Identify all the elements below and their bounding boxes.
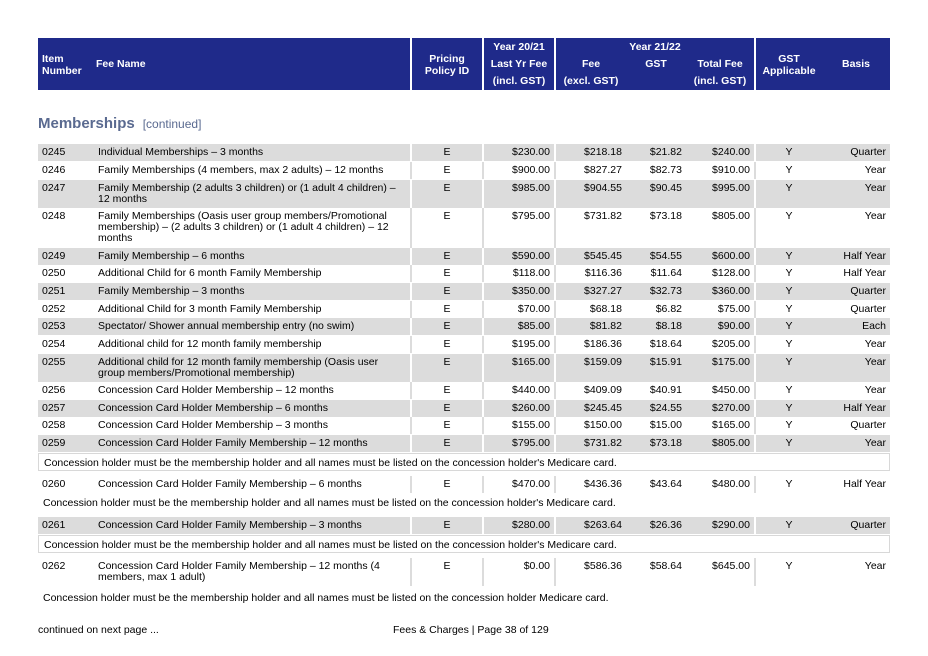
cell-gst: $73.18 (649, 437, 682, 449)
cell-gst: $15.91 (649, 356, 682, 368)
cell-last: $260.00 (512, 402, 550, 414)
cell-app: Y (785, 267, 793, 279)
cell-basis: Half Year (843, 478, 886, 490)
cell-last: $85.00 (517, 320, 550, 332)
cell-gst: $26.36 (649, 519, 682, 531)
cell-name: Spectator/ Shower annual membership entry (no swim) (98, 320, 355, 332)
cell-last: $470.00 (512, 478, 550, 490)
cell-gst: $43.64 (649, 478, 682, 490)
cell-last: $350.00 (512, 285, 550, 297)
cell-item: 0258 (42, 419, 66, 431)
cell-policy: E (443, 356, 451, 368)
cell-name: Family Membership – 6 months (98, 250, 245, 262)
table-row (38, 265, 890, 282)
cell-last: $795.00 (512, 210, 550, 222)
cell-total: $240.00 (712, 146, 750, 158)
cell-fee: $327.27 (584, 285, 622, 297)
header-pricing-policy: Pricing Policy ID (424, 53, 470, 77)
cell-total: $645.00 (712, 560, 750, 572)
section-continued: [continued] (142, 117, 202, 131)
cell-policy: E (443, 182, 451, 194)
cell-total: $165.00 (712, 419, 750, 431)
cell-gst: $24.55 (649, 402, 682, 414)
cell-app: Y (785, 384, 793, 396)
cell-last: $165.00 (512, 356, 550, 368)
cell-app: Y (785, 478, 793, 490)
cell-fee: $263.64 (584, 519, 622, 531)
cell-policy: E (443, 146, 451, 158)
table-row (38, 476, 890, 493)
cell-gst: $73.18 (649, 210, 682, 222)
cell-total: $995.00 (712, 182, 750, 194)
cell-last: $155.00 (512, 419, 550, 431)
cell-app: Y (785, 182, 793, 194)
cell-item: 0261 (42, 519, 66, 531)
cell-last: $0.00 (523, 560, 550, 572)
cell-item: 0257 (42, 402, 66, 414)
cell-last: $195.00 (512, 338, 550, 350)
note-0260: Concession holder must be the membership holder and all names must be listed on the concession holder's Medicare card. (43, 497, 616, 509)
cell-basis: Half Year (843, 267, 886, 279)
cell-app: Y (785, 356, 793, 368)
table-row (38, 208, 890, 248)
cell-total: $75.00 (717, 303, 750, 315)
cell-last: $985.00 (512, 182, 550, 194)
header-basis: Basis (841, 58, 871, 70)
table-row (38, 417, 890, 434)
header-fee: Fee (581, 58, 601, 70)
cell-basis: Year (864, 560, 886, 572)
cell-total: $600.00 (712, 250, 750, 262)
cell-name: Concession Card Holder Membership – 3 months (98, 419, 328, 431)
cell-name: Concession Card Holder Family Membership – 6 months (98, 478, 362, 490)
cell-policy: E (443, 267, 451, 279)
cell-name: Additional Child for 6 month Family Membership (98, 267, 322, 279)
cell-last: $440.00 (512, 384, 550, 396)
cell-gst: $32.73 (649, 285, 682, 297)
cell-basis: Quarter (850, 519, 886, 531)
cell-last: $230.00 (512, 146, 550, 158)
cell-fee: $904.55 (584, 182, 622, 194)
header-fee-name: Fee Name (96, 58, 146, 70)
cell-item: 0262 (42, 560, 66, 572)
cell-last: $118.00 (512, 267, 550, 279)
cell-gst: $54.55 (649, 250, 682, 262)
cell-gst: $21.82 (649, 146, 682, 158)
cell-name: Concession Card Holder Family Membership – 3 months (98, 519, 362, 531)
cell-name: Additional child for 12 month family membership (98, 338, 322, 350)
cell-basis: Year (864, 384, 886, 396)
header-item-number: Item Number (42, 53, 82, 77)
cell-last: $280.00 (512, 519, 550, 531)
table-row (38, 180, 890, 208)
cell-policy: E (443, 164, 451, 176)
cell-item: 0256 (42, 384, 66, 396)
cell-name: Family Membership (2 adults 3 children) or (1 adult 4 children) – 12 months (98, 182, 396, 205)
table-row (38, 248, 890, 265)
cell-item: 0259 (42, 437, 66, 449)
cell-total: $175.00 (712, 356, 750, 368)
table-row (38, 283, 890, 300)
cell-item: 0254 (42, 338, 66, 350)
header-year-2122: Year 21/22 (629, 41, 681, 53)
cell-total: $805.00 (712, 437, 750, 449)
cell-total: $205.00 (712, 338, 750, 350)
cell-name: Family Memberships (Oasis user group members/Promotional membership) – (2 adults 3 children) or (1 adult 4 children) – 12 months (98, 210, 389, 244)
cell-item: 0245 (42, 146, 66, 158)
cell-item: 0250 (42, 267, 66, 279)
cell-item: 0260 (42, 478, 66, 490)
table-row (38, 400, 890, 417)
header-year-2021: Year 20/21 (493, 41, 545, 53)
cell-total: $270.00 (712, 402, 750, 414)
cell-basis: Quarter (850, 285, 886, 297)
cell-gst: $82.73 (649, 164, 682, 176)
cell-fee: $545.45 (584, 250, 622, 262)
cell-policy: E (443, 210, 451, 222)
cell-total: $90.00 (717, 320, 750, 332)
cell-basis: Year (864, 182, 886, 194)
cell-app: Y (785, 419, 793, 431)
cell-last: $590.00 (512, 250, 550, 262)
cell-fee: $586.36 (584, 560, 622, 572)
cell-app: Y (785, 146, 793, 158)
cell-basis: Half Year (843, 250, 886, 262)
cell-item: 0249 (42, 250, 66, 262)
cell-total: $805.00 (712, 210, 750, 222)
cell-basis: Each (862, 320, 886, 332)
cell-gst: $18.64 (649, 338, 682, 350)
cell-fee: $731.82 (584, 437, 622, 449)
header-total-fee: Total Fee (697, 58, 743, 70)
cell-gst: $8.18 (655, 320, 682, 332)
cell-gst: $6.82 (655, 303, 682, 315)
table-header (38, 38, 890, 90)
table-row (38, 558, 890, 586)
table-row (38, 144, 890, 161)
header-incl-gst-2: (incl. GST) (693, 75, 747, 87)
cell-item: 0251 (42, 285, 66, 297)
cell-policy: E (443, 560, 451, 572)
cell-basis: Year (864, 437, 886, 449)
cell-basis: Quarter (850, 303, 886, 315)
cell-fee: $731.82 (584, 210, 622, 222)
cell-app: Y (785, 437, 793, 449)
cell-policy: E (443, 478, 451, 490)
note-0259: Concession holder must be the membership holder and all names must be listed on the concession holder's Medicare card. (38, 453, 890, 471)
cell-policy: E (443, 285, 451, 297)
cell-app: Y (785, 338, 793, 350)
cell-policy: E (443, 384, 451, 396)
cell-app: Y (785, 560, 793, 572)
cell-gst: $15.00 (649, 419, 682, 431)
cell-name: Family Membership – 3 months (98, 285, 245, 297)
cell-name: Individual Memberships – 3 months (98, 146, 264, 158)
cell-basis: Half Year (843, 402, 886, 414)
cell-name: Family Memberships (4 members, max 2 adults) – 12 months (98, 164, 384, 176)
cell-gst: $11.64 (650, 267, 682, 279)
cell-policy: E (443, 402, 451, 414)
cell-basis: Quarter (850, 419, 886, 431)
cell-item: 0255 (42, 356, 66, 368)
cell-name: Concession Card Holder Family Membership – 12 months (4 members, max 1 adult) (98, 560, 380, 583)
cell-total: $290.00 (712, 519, 750, 531)
cell-total: $480.00 (712, 478, 750, 490)
cell-policy: E (443, 419, 451, 431)
cell-item: 0246 (42, 164, 66, 176)
cell-name: Concession Card Holder Membership – 12 months (98, 384, 334, 396)
cell-basis: Year (864, 356, 886, 368)
header-gst: GST (645, 58, 667, 70)
header-gst-applicable: GST Applicable (762, 53, 816, 77)
cell-gst: $40.91 (649, 384, 682, 396)
cell-basis: Year (864, 164, 886, 176)
cell-last: $795.00 (512, 437, 550, 449)
cell-fee: $436.36 (584, 478, 622, 490)
cell-fee: $68.18 (589, 303, 622, 315)
cell-item: 0252 (42, 303, 66, 315)
table-row (38, 162, 890, 179)
cell-fee: $409.09 (584, 384, 622, 396)
cell-gst: $90.45 (649, 182, 682, 194)
cell-last: $900.00 (512, 164, 550, 176)
cell-item: 0248 (42, 210, 66, 222)
table-row (38, 354, 890, 382)
cell-last: $70.00 (517, 303, 550, 315)
note-0261: Concession holder must be the membership holder and all names must be listed on the concession holder's Medicare card. (38, 535, 890, 553)
cell-name: Additional Child for 3 month Family Membership (98, 303, 322, 315)
note-0262: Concession holder must be the membership holder and all names must be listed on the concession holder Medicare card. (43, 592, 609, 604)
cell-fee: $159.09 (584, 356, 622, 368)
footer-continued: continued on next page ... (38, 624, 159, 636)
footer-page-number: Fees & Charges | Page 38 of 129 (393, 624, 549, 636)
header-last-yr-fee: Last Yr Fee (490, 58, 548, 70)
cell-policy: E (443, 338, 451, 350)
table-row (38, 301, 890, 318)
table-row (38, 435, 890, 452)
cell-item: 0247 (42, 182, 66, 194)
cell-name: Additional child for 12 month family membership (Oasis user group members/Promotional membership) (98, 356, 379, 379)
cell-app: Y (785, 303, 793, 315)
cell-fee: $218.18 (584, 146, 622, 158)
cell-policy: E (443, 320, 451, 332)
table-row (38, 517, 890, 534)
cell-policy: E (443, 250, 451, 262)
section-title: Memberships [continued] (38, 115, 202, 132)
cell-fee: $150.00 (584, 419, 622, 431)
cell-total: $128.00 (712, 267, 750, 279)
cell-name: Concession Card Holder Family Membership – 12 months (98, 437, 368, 449)
cell-name: Concession Card Holder Membership – 6 months (98, 402, 328, 414)
header-incl-gst-1: (incl. GST) (492, 75, 546, 87)
cell-app: Y (785, 210, 793, 222)
cell-policy: E (443, 303, 451, 315)
cell-policy: E (443, 519, 451, 531)
cell-total: $450.00 (712, 384, 750, 396)
cell-app: Y (785, 285, 793, 297)
table-row (38, 382, 890, 399)
cell-total: $910.00 (712, 164, 750, 176)
cell-app: Y (785, 519, 793, 531)
cell-basis: Year (864, 338, 886, 350)
cell-basis: Quarter (850, 146, 886, 158)
table-row (38, 318, 890, 335)
cell-policy: E (443, 437, 451, 449)
cell-app: Y (785, 402, 793, 414)
cell-basis: Year (864, 210, 886, 222)
cell-app: Y (785, 164, 793, 176)
cell-item: 0253 (42, 320, 66, 332)
cell-fee: $81.82 (589, 320, 622, 332)
header-excl-gst: (excl. GST) (563, 75, 619, 87)
cell-fee: $186.36 (584, 338, 622, 350)
cell-total: $360.00 (712, 285, 750, 297)
cell-app: Y (785, 250, 793, 262)
cell-app: Y (785, 320, 793, 332)
cell-gst: $58.64 (649, 560, 682, 572)
cell-fee: $827.27 (584, 164, 622, 176)
cell-fee: $116.36 (584, 267, 622, 279)
table-row (38, 336, 890, 353)
cell-fee: $245.45 (584, 402, 622, 414)
